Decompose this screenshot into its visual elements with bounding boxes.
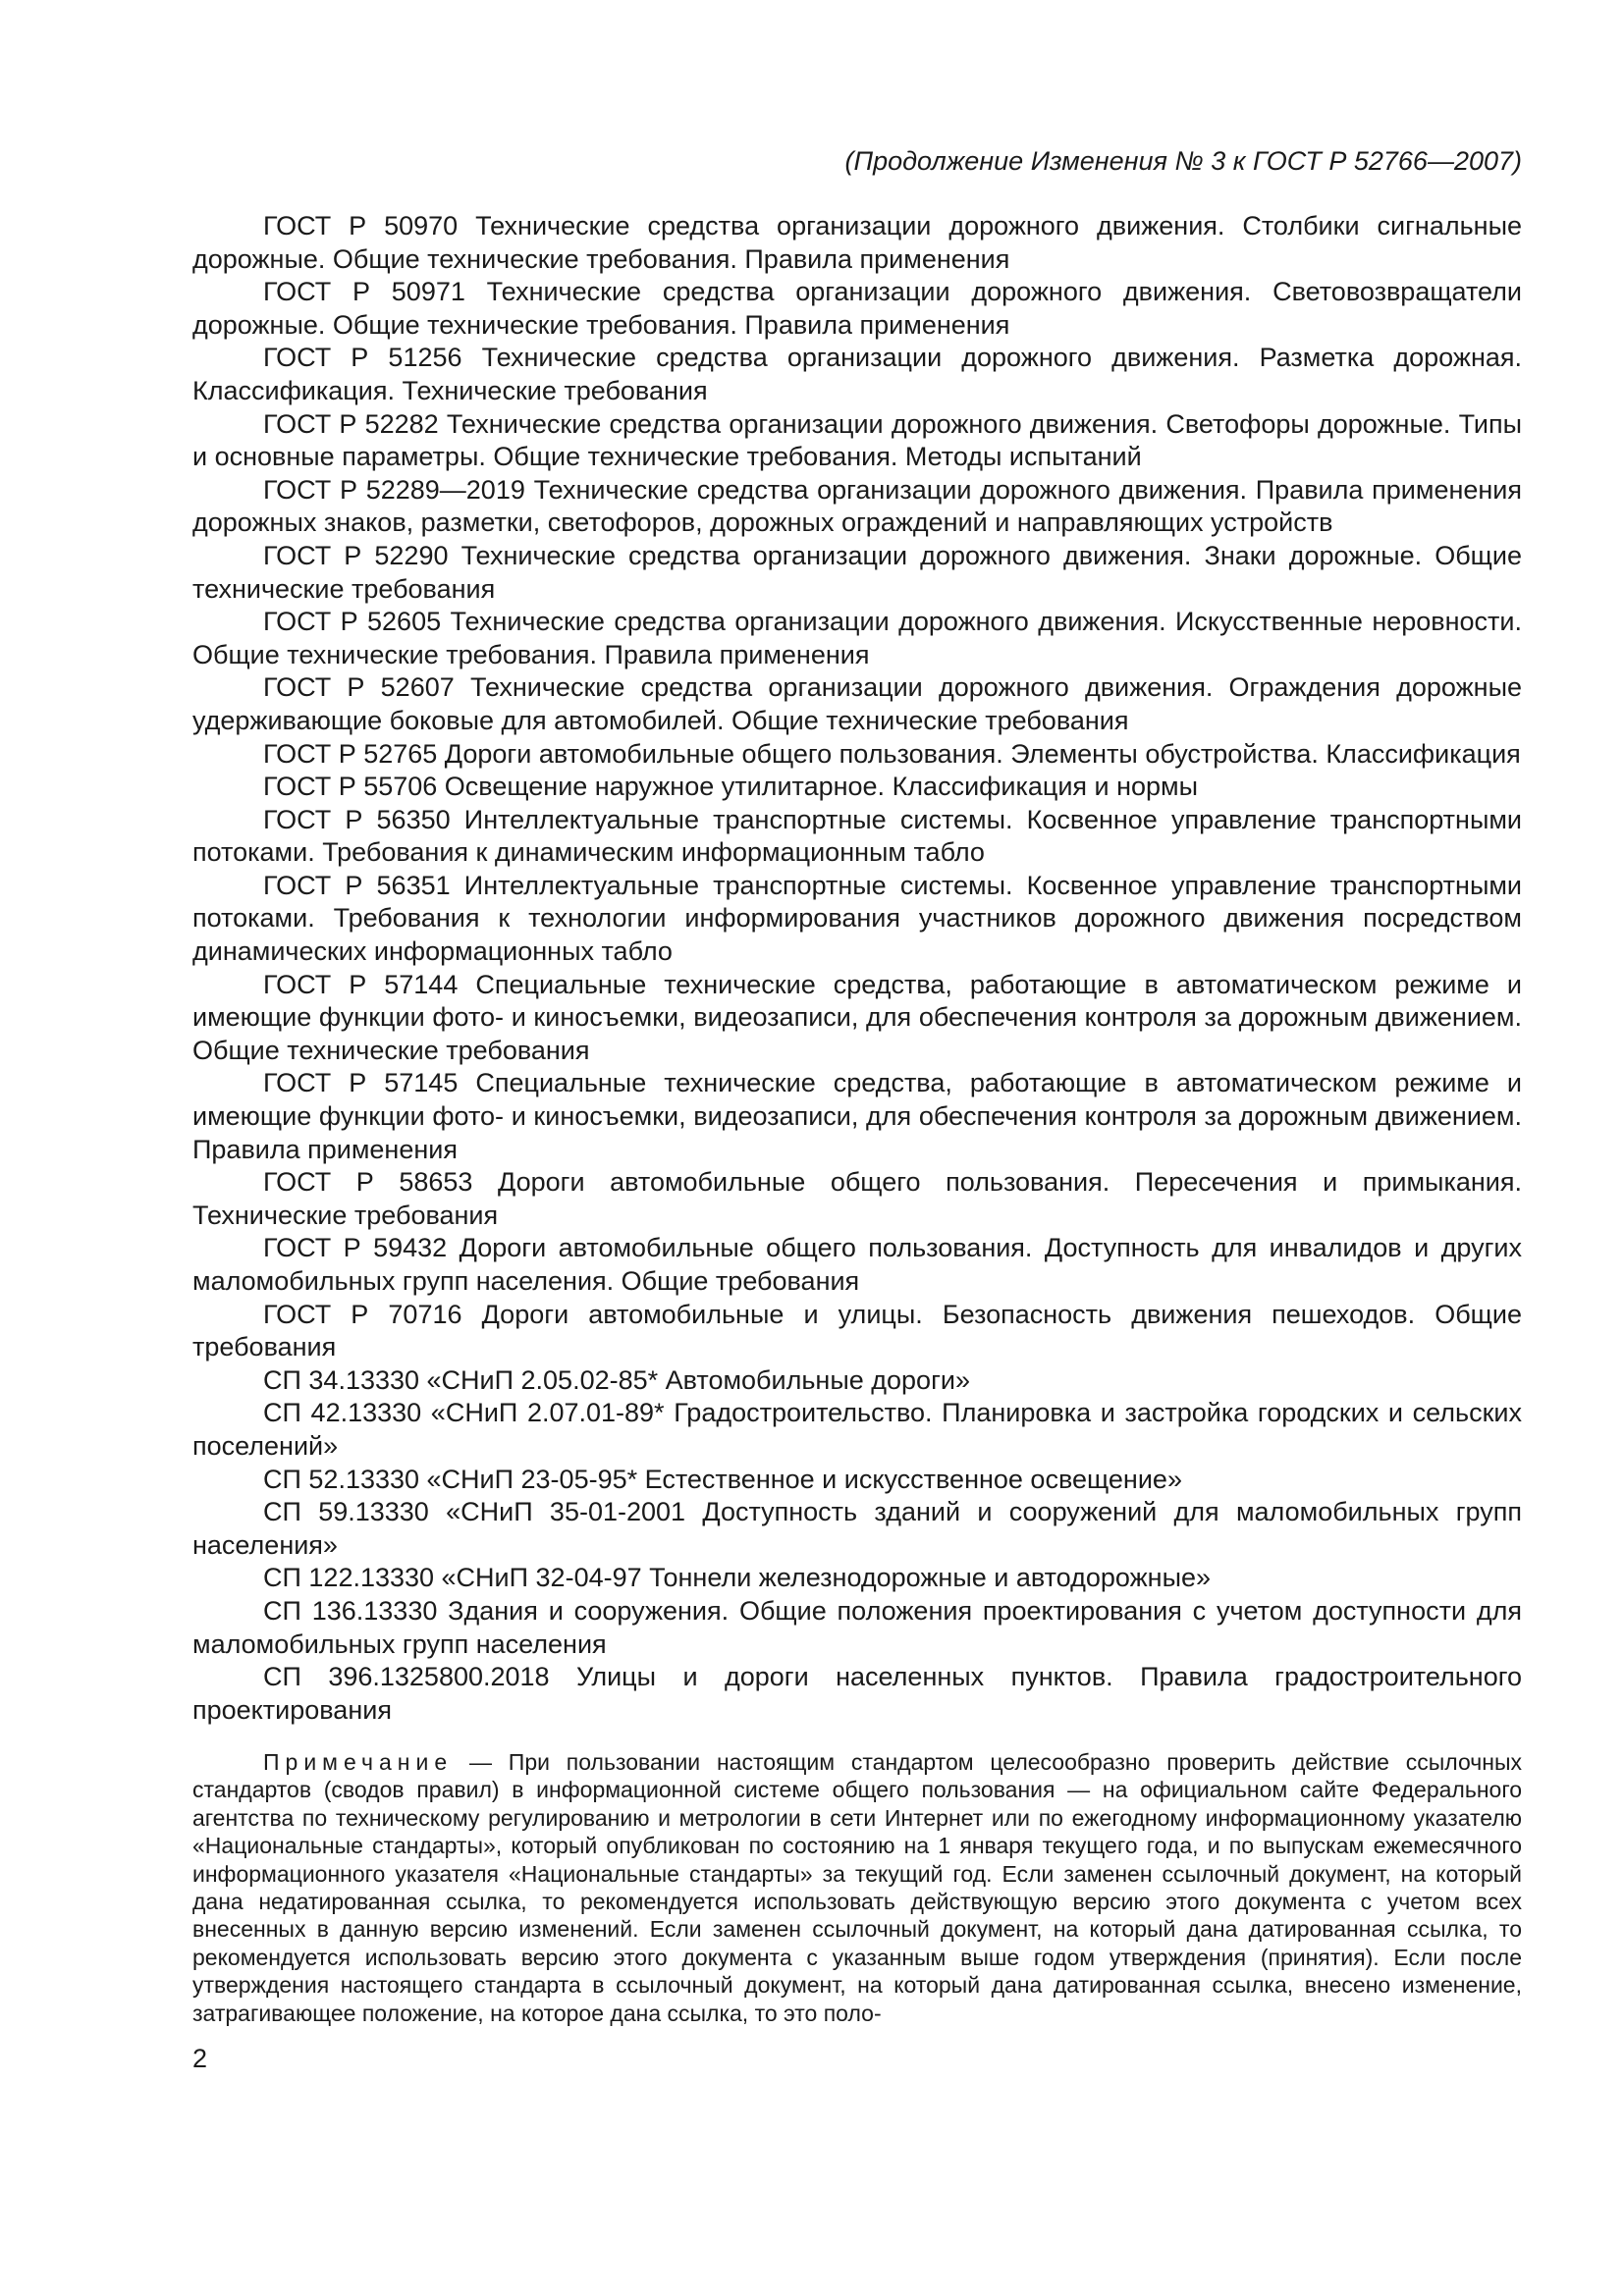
reference-item: СП 396.1325800.2018 Улицы и дороги населенных пунктов. Правила градостроительного проектирования	[192, 1662, 1522, 1725]
reference-item: ГОСТ Р 59432 Дороги автомобильные общего пользования. Доступность для инвалидов и других маломобильных групп населения. Общие требования	[192, 1233, 1522, 1296]
reference-item: ГОСТ Р 52607 Технические средства организации дорожного движения. Ограждения дорожные удерживающие боковые для автомобилей. Общие технические требования	[192, 672, 1522, 735]
reference-item: ГОСТ Р 52289—2019 Технические средства организации дорожного движения. Правила применения дорожных знаков, разметки, светофоров, дорожных ограждений и направляющих устройств	[192, 474, 1522, 538]
reference-item: ГОСТ Р 50971 Технические средства организации дорожного движения. Световозвращатели дорожные. Общие технические требования. Правила применения	[192, 277, 1522, 340]
reference-item: ГОСТ Р 58653 Дороги автомобильные общего пользования. Пересечения и примыкания. Технические требования	[192, 1167, 1522, 1230]
reference-item: ГОСТ Р 55706 Освещение наружное утилитарное. Классификация и нормы	[263, 772, 1199, 802]
document-header: (Продолжение Изменения № 3 к ГОСТ Р 52766—2007)	[844, 146, 1522, 176]
reference-item: СП 34.13330 «СНиП 2.05.02-85* Автомобильные дороги»	[263, 1364, 971, 1395]
reference-item: СП 136.13330 Здания и сооружения. Общие положения проектирования с учетом доступности для маломобильных групп населения	[192, 1595, 1522, 1659]
note-paragraph	[192, 1748, 1522, 2027]
reference-item: СП 42.13330 «СНиП 2.07.01-89* Градостроительство. Планировка и застройка городских и сельских поселений»	[192, 1398, 1522, 1461]
reference-item: ГОСТ Р 56351 Интеллектуальные транспортные системы. Косвенное управление транспортными потоками. Требования к технологии информирования участников дорожного движения посредством динамических информационных табло	[192, 870, 1522, 967]
reference-item: СП 52.13330 «СНиП 23-05-95* Естественное и искусственное освещение»	[263, 1464, 1182, 1494]
note-text: — При пользовании настоящим стандартом целесообразно проверить действие ссылочных стандартов (сводов правил) в информационной системе общего пользования — на официальном сайте Федерального агентства по техническому регулированию и метрологии в сети Интернет или по ежегодному информационному указателю «Национальные стандарты», который опубликован по состоянию на 1 января текущего года, и по выпускам ежемесячного информационного указателя «Национальные стандарты» за текущий год. Если заменен ссылочный документ, на который дана недатированная ссылка, то рекомендуется использовать действующую версию этого документа с учетом всех внесенных в данную версию изменений. Если заменен ссылочный документ, на который дана датированная ссылка, то рекомендуется использовать версию этого документа с указанным выше годом утверждения (принятия). Если после утверждения настоящего стандарта в ссылочный документ, на который дана датированная ссылка, внесено изменение, затрагивающее положение, на которое дана ссылка, то это поло-	[192, 1749, 1522, 2026]
reference-item: ГОСТ Р 56350 Интеллектуальные транспортные системы. Косвенное управление транспортными потоками. Требования к динамическим информационным табло	[192, 804, 1522, 868]
reference-item: ГОСТ Р 50970 Технические средства организации дорожного движения. Столбики сигнальные дорожные. Общие технические требования. Правила применения	[192, 211, 1522, 274]
note-label: Примечание	[263, 1749, 454, 1775]
reference-item: ГОСТ Р 70716 Дороги автомобильные и улицы. Безопасность движения пешеходов. Общие требования	[192, 1299, 1522, 1362]
reference-list	[192, 210, 1522, 1727]
reference-item: СП 122.13330 «СНиП 32-04-97 Тоннели железнодорожные и автодорожные»	[263, 1563, 1212, 1593]
note-block	[192, 1748, 1522, 2027]
reference-item: ГОСТ Р 52282 Технические средства организации дорожного движения. Светофоры дорожные. Типы и основные параметры. Общие технические требования. Методы испытаний	[192, 408, 1522, 472]
reference-item: ГОСТ Р 51256 Технические средства организации дорожного движения. Разметка дорожная. Классификация. Технические требования	[192, 343, 1522, 405]
reference-item: ГОСТ Р 52765 Дороги автомобильные общего пользования. Элементы обустройства. Классификация	[263, 738, 1521, 769]
page-number: 2	[192, 2044, 208, 2073]
reference-item: ГОСТ Р 52290 Технические средства организации дорожного движения. Знаки дорожные. Общие технические требования	[192, 540, 1522, 604]
reference-item: СП 59.13330 «СНиП 35-01-2001 Доступность зданий и сооружений для маломобильных групп населения»	[192, 1497, 1522, 1560]
reference-item: ГОСТ Р 52605 Технические средства организации дорожного движения. Искусственные неровности. Общие технические требования. Правила применения	[192, 607, 1522, 669]
reference-item: ГОСТ Р 57144 Специальные технические средства, работающие в автоматическом режиме и имеющие функции фото- и киносъемки, видеозаписи, для обеспечения контроля за дорожным движением. Общие технические требования	[192, 969, 1522, 1065]
reference-item: ГОСТ Р 57145 Специальные технические средства, работающие в автоматическом режиме и имеющие функции фото- и киносъемки, видеозаписи, для обеспечения контроля за дорожным движением. Правила применения	[192, 1068, 1522, 1164]
